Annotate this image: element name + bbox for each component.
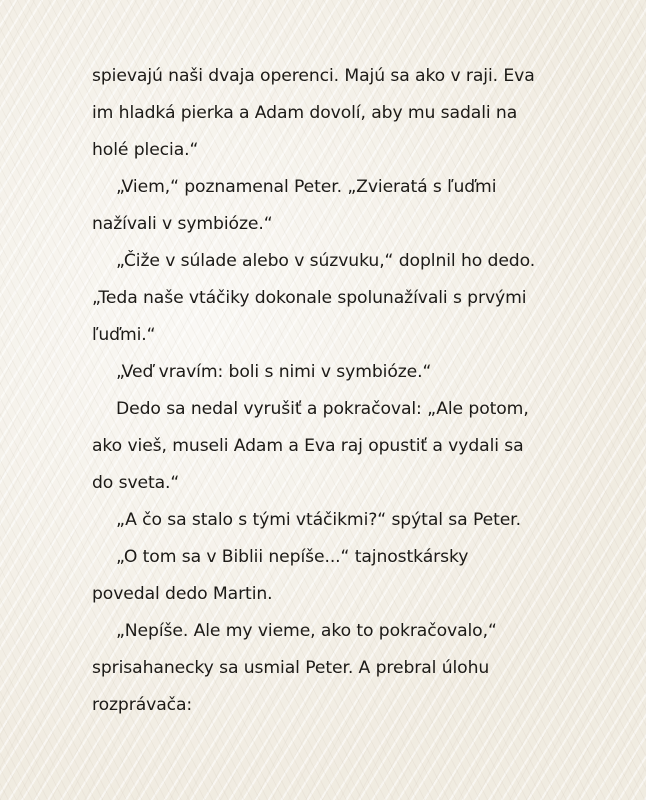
- paragraph: [92, 354, 562, 391]
- paragraph: [92, 391, 562, 502]
- paragraph: [92, 169, 562, 243]
- paragraph: [92, 58, 562, 169]
- text-line: im hladká pierka a Adam dovolí, aby mu sadali na: [92, 103, 518, 123]
- text-line: ľuďmi.“: [92, 325, 156, 345]
- text-line: rozprávača:: [92, 695, 193, 715]
- text-line: „O tom sa v Biblii nepíše...“ tajnostkársky: [116, 547, 469, 567]
- text-line: ako vieš, museli Adam a Eva raj opustiť a vydali sa: [92, 436, 524, 456]
- paragraph: [92, 243, 562, 354]
- text-line: „Nepíše. Ale my vieme, ako to pokračovalo,“: [116, 621, 497, 641]
- text-line: spievajú naši dvaja operenci. Majú sa ako v raji. Eva: [92, 66, 535, 86]
- text-line: „A čo sa stalo s tými vtáčikmi?“ spýtal sa Peter.: [116, 510, 521, 530]
- paragraph: [92, 613, 562, 724]
- story-text: [92, 58, 562, 724]
- text-line: povedal dedo Martin.: [92, 584, 273, 604]
- text-line: „Viem,“ poznamenal Peter. „Zvieratá s ľuďmi: [116, 177, 497, 197]
- text-line: „Veď vravím: boli s nimi v symbióze.“: [116, 362, 432, 382]
- paragraph: [92, 539, 562, 613]
- text-line: „Teda naše vtáčiky dokonale spolunažívali s prvými: [92, 288, 527, 308]
- text-line: holé plecia.“: [92, 140, 199, 160]
- text-line: sprisahanecky sa usmial Peter. A prebral úlohu: [92, 658, 490, 678]
- text-line: „Čiže v súlade alebo v súzvuku,“ doplnil ho dedo.: [116, 251, 536, 271]
- text-line: Dedo sa nedal vyrušiť a pokračoval: „Ale potom,: [116, 399, 529, 419]
- text-line: nažívali v symbióze.“: [92, 214, 273, 234]
- text-line: do sveta.“: [92, 473, 180, 493]
- paragraph: [92, 502, 562, 539]
